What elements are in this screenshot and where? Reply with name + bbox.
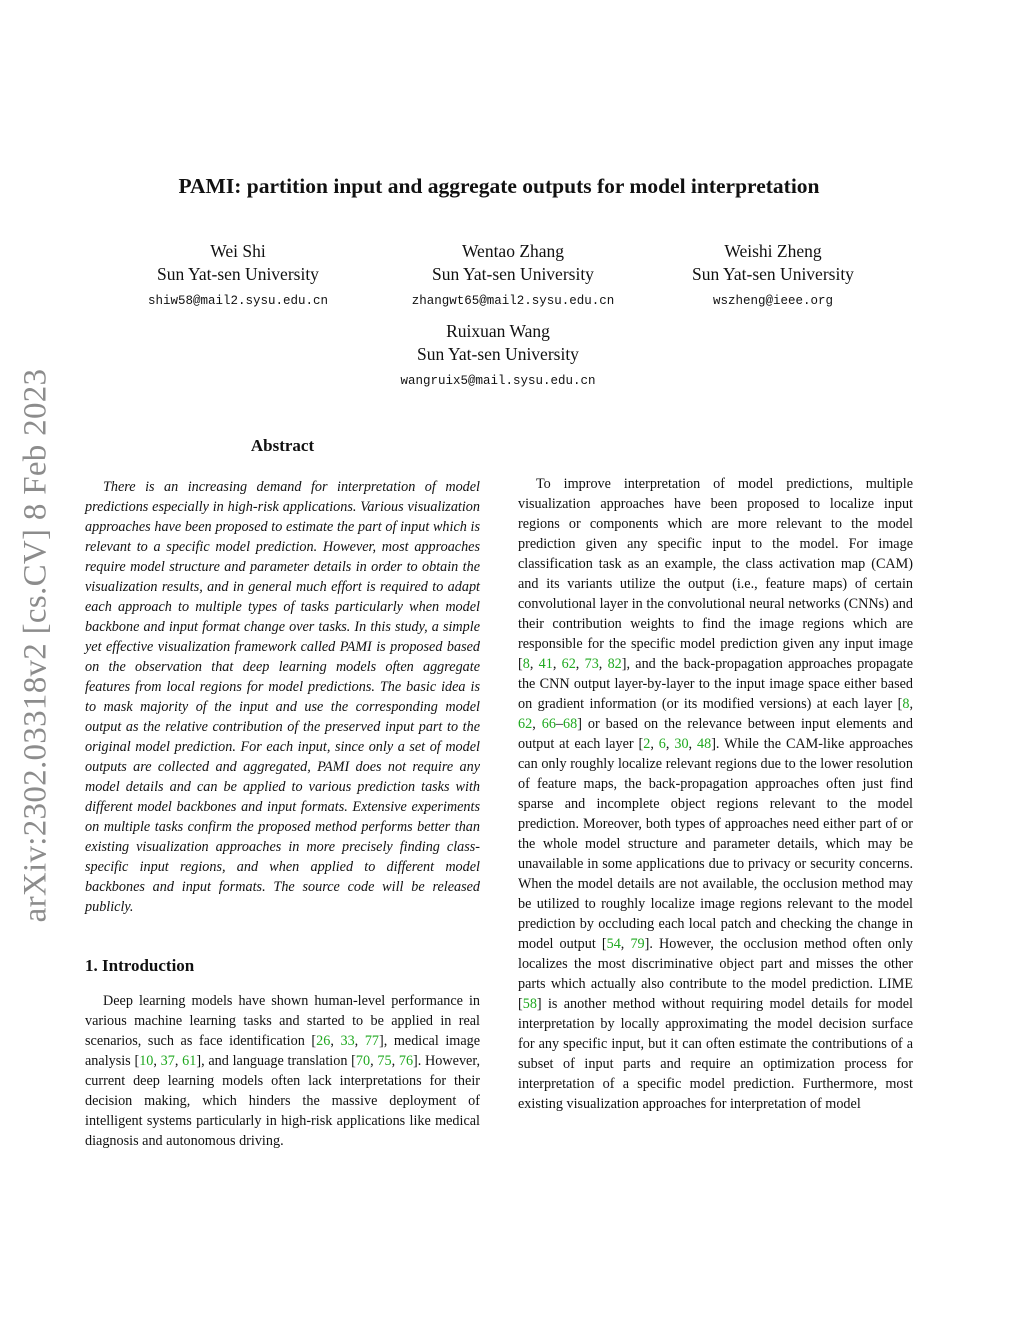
citation-link[interactable]: 48 — [697, 736, 712, 752]
author-name: Wei Shi — [210, 241, 266, 261]
citation-link[interactable]: 73 — [584, 656, 599, 672]
author-affiliation: Sun Yat-sen University — [157, 264, 319, 284]
citation-link[interactable]: 8 — [522, 656, 530, 672]
citation-link[interactable]: 77 — [364, 1033, 379, 1049]
abstract-text: There is an increasing demand for interpretation of model predictions especially in high-risk applications. Various visualization approaches have been proposed to estimate the part of input which is relevant to a specific model prediction. However, most approaches require model structure and parameter details in order to obtain the visualization results, and in general much effort is required to adapt each approach to multiple types of tasks particularly when model backbone and input format change over tasks. In this study, a simple yet effective visualization framework called PAMI is proposed based on the observation that deep learning models often aggregate features from local regions for model predictions. The basic idea is to mask majority of the input and use the corresponding model output as the relative contribution of the preserved input part to the original model prediction. For each input, since only a set of model outputs are collected and aggregated, PAMI does not require any model details and can be applied to various prediction tasks with different model backbones and input formats. Extensive experiments on multiple tasks confirm the proposed method performs better than existing visualization approaches in more precisely finding class-specific input regions, and when applied to different model backbones and input formats. The source code will be released publicly. — [85, 479, 480, 915]
citation-link[interactable]: 10 — [139, 1053, 154, 1069]
section-heading-introduction: 1. Introduction — [85, 956, 195, 975]
citation-link[interactable]: 70 — [355, 1053, 371, 1069]
citation-link[interactable]: 58 — [522, 996, 537, 1012]
citation-link[interactable]: 61 — [182, 1053, 197, 1069]
author-block-2 — [370, 240, 656, 308]
citation-link[interactable]: 76 — [398, 1053, 414, 1069]
author-name: Ruixuan Wang — [446, 321, 550, 341]
author-name: Weishi Zheng — [724, 241, 822, 261]
citation-link[interactable]: 26 — [316, 1033, 331, 1049]
citation-link[interactable]: 8 — [902, 696, 910, 712]
author-block-4 — [366, 320, 630, 388]
citation-link[interactable]: 41 — [538, 656, 553, 672]
right-column — [518, 474, 913, 1114]
citation-link[interactable]: 37 — [160, 1053, 175, 1069]
intro-paragraph-1: Deep learning models have shown human-level performance in various machine learning tasks and started to be applied in real scenarios, such as face identification [26, 33, 77], medical image analysis [10, 37, 61], and language translation [70, 75, 76]. However, current deep learning models often lack interpretations for their decision making, which hinders the massive deployment of intelligent systems particularly in high-risk applications like medical diagnosis and autonomous driving. — [85, 993, 481, 1149]
citation-link[interactable]: 79 — [630, 936, 645, 952]
author-block-1 — [108, 240, 368, 308]
author-block-3 — [662, 240, 884, 308]
author-email[interactable]: shiw58@mail2.sysu.edu.cn — [147, 294, 329, 308]
citation-link[interactable]: 66 — [541, 716, 556, 732]
citation-link[interactable]: 30 — [674, 736, 689, 752]
abstract-heading: Abstract — [250, 436, 315, 455]
intro-paragraph-2: To improve interpretation of model predictions, multiple visualization approaches have been proposed to localize input regions or components which are more relevant to the model prediction given any specific input to the model. For image classification task as an example, the class activation map (CAM) and its variants utilize the output (i.e., feature maps) of certain convolutional layer in the convolutional neural networks (CNNs) and their contribution weights to find the image regions which are responsible for the specific model prediction given any input image [8, 41, 62, 73, 82], and the back-propagation approaches propagate the CNN output layer-by-layer to the input image space either based on gradient information (or its modified versions) at each layer [8, 62, 66–68] or based on the relevance between input elements and output at each layer [2, 6, 30, 48]. While the CAM-like approaches can only roughly localize relevant regions due to the lower resolution of feature maps, the back-propagation approaches often just find sparse and incomplete object regions relevant to the model prediction. Moreover, both types of approaches need either part of or the whole model structure and parameter details, which may be unavailable in some applications due to privacy or security concerns. When the model details are not available, the occlusion method may be utilized to roughly localize image regions relevant to the model prediction by occluding each local patch and checking the change in model output [54, 79]. However, the occlusion method often only localizes the most discriminative object part and misses the other parts which actually also contribute to the model prediction. LIME [58] is another method without requiring model details for model interpretation by locally approximating the model decision surface for any specific input, but it can often estimate the contributions of a subset of input parts and require an optimization process for interpretation of a specific model prediction. Furthermore, most existing visualization approaches for interpretation of model — [518, 476, 914, 1112]
citation-link[interactable]: 33 — [340, 1033, 355, 1049]
citation-link[interactable]: 82 — [607, 656, 622, 672]
citation-link[interactable]: 62 — [518, 716, 533, 732]
arxiv-identifier-stamp — [12, 360, 60, 930]
author-name: Wentao Zhang — [461, 241, 565, 261]
left-column — [85, 436, 480, 1151]
arxiv-identifier-text: arXiv:2302.03318v2 [cs.CV] 8 Feb 2023 — [17, 368, 54, 922]
citation-link[interactable]: 54 — [606, 936, 621, 952]
citation-link[interactable]: 62 — [561, 656, 576, 672]
author-email[interactable]: zhangwt65@mail2.sysu.edu.cn — [411, 294, 615, 308]
paper-title: PAMI: partition input and aggregate outputs for model interpretation — [178, 174, 820, 198]
citation-link[interactable]: 6 — [658, 736, 666, 752]
citation-link[interactable]: 68 — [563, 716, 578, 732]
author-email[interactable]: wangruix5@mail.sysu.edu.cn — [400, 374, 596, 388]
author-affiliation: Sun Yat-sen University — [692, 264, 854, 284]
citation-link[interactable]: 75 — [377, 1053, 392, 1069]
author-affiliation: Sun Yat-sen University — [432, 264, 594, 284]
citation-link[interactable]: 2 — [643, 736, 651, 752]
author-affiliation: Sun Yat-sen University — [417, 344, 579, 364]
author-email[interactable]: wszheng@ieee.org — [712, 294, 834, 308]
